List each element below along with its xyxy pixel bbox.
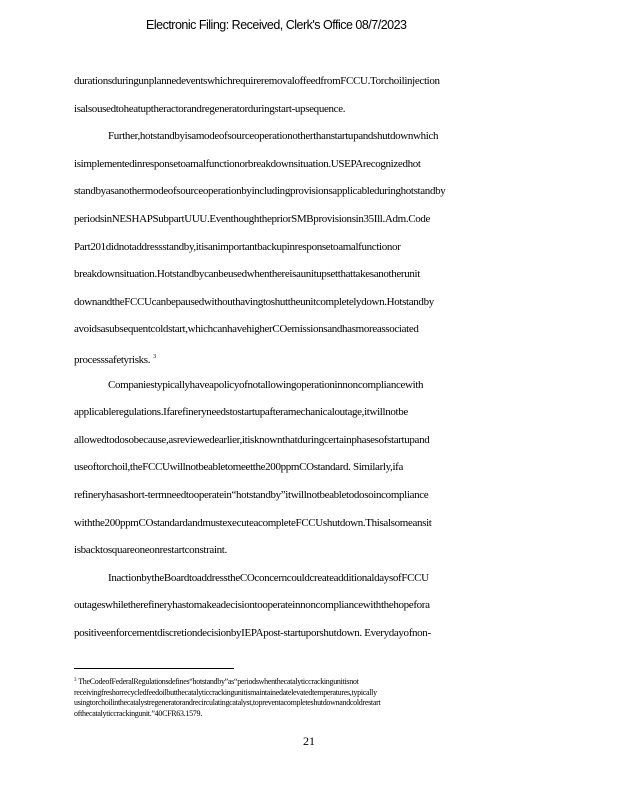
- footnote-rule: [74, 668, 234, 669]
- footnote-line-text: ofthecatalyticcrackingunit.”40CFR63.1579.: [74, 708, 202, 718]
- body-line: [74, 454, 544, 482]
- body-line: [74, 344, 544, 372]
- body-line-text: Further,hotstandbyisamodeofsourceoperationotherthanstartupandshutdownwhich: [108, 130, 439, 143]
- body-line-text: processsafetyrisks.: [74, 353, 151, 366]
- body-line-text: applicableregulations.Ifarefineryneedstostartupafteramechanicaloutage,itwillnotbe: [74, 406, 408, 419]
- body-line: [74, 482, 544, 510]
- body-line-text: isbacktosquareoneonrestartconstraint.: [74, 544, 227, 557]
- body-line-text: standbyasanothermodeofsourceoperationbyincludingprovisionsapplicableduringhotstandby: [74, 185, 446, 198]
- body-line: [74, 151, 544, 179]
- body-line: [74, 372, 544, 400]
- footnote-line: [74, 688, 544, 699]
- body-line-text: avoidsasubsequentcoldstart,whichcanhavehigherCOemissionsandhasmoreassociated: [74, 323, 419, 336]
- body-line-text: outageswhiletherefineryhastomakeadecisiontooperateinnoncompliancewiththehopefora: [74, 599, 430, 612]
- body-line-text: isalsousedtoheatuptheractorandregeneratorduringstart-upsequence.: [74, 102, 346, 115]
- body-line: [74, 537, 544, 565]
- footnote-line-text: usingtorchoilinthecatalystregeneratorandrecirculatingcatalyst,topreventacompleteshutdownandcoldrestart: [74, 698, 381, 708]
- body-line: [74, 510, 544, 538]
- page-number: 21: [303, 734, 315, 748]
- footnote-marker: 3: [74, 678, 77, 683]
- body-line-text: isimplementedinresponsetoamalfunctionorbreakdownsituation.USEPArecognizedhot: [74, 157, 421, 170]
- body-line-text: Part201didnotaddressstandby,itisanimportantbackupinresponsetoamalfunctionor: [74, 240, 401, 253]
- footnote-line: [74, 698, 544, 709]
- body-line-text: periodsinNESHAPSubpartUUU.EventhoughthepriorSMBprovisionsin35Ill.Adm.Code: [74, 212, 431, 225]
- body-line: [74, 565, 544, 593]
- body-line: [74, 234, 544, 262]
- body-line: [74, 123, 544, 151]
- body-line-text: Companiestypicallyhaveapolicyofnotallowingoperationinnoncompliancewith: [108, 378, 424, 391]
- body-line: [74, 206, 544, 234]
- footnote-line: [74, 676, 544, 688]
- body-line: [74, 96, 544, 124]
- body-line: [74, 178, 544, 206]
- body-line-text: withthe200ppmCOstandardandmustexecuteacompleteFCCUshutdown.Thisalsomeansit: [74, 516, 432, 529]
- footnote-line-text: receivingfreshorrecycledfeedoilbutthecatalyticcrackingunitismaintainedatelevatedtemperatures,typically: [74, 687, 377, 697]
- efiling-header: Electronic Filing: Received, Clerk's Office 08/7/2023: [146, 18, 407, 32]
- footnote: [74, 676, 544, 719]
- body-line: [74, 620, 544, 648]
- body-line: [74, 592, 544, 620]
- body-line-text: breakdownsituation.Hotstandbycanbeusedwhenthereisaunitupsetthattakesanotherunit: [74, 268, 420, 281]
- body-line: [74, 427, 544, 455]
- footnote-reference: 3: [153, 353, 156, 360]
- footnote-line: [74, 709, 544, 720]
- body-line-text: allowedtodosobecause,asreviewedearlier,itisknownthatduringcertainphasesofstartupand: [74, 433, 430, 446]
- body-line: [74, 68, 544, 96]
- body-line-text: positiveenforcementdiscretiondecisionbyIEPApost-startuporshutdown. Everydayofnon-: [74, 626, 431, 639]
- body-line-text: durationsduringunplannedeventswhichrequireremovaloffeedfromFCCU.Torchoilinjection: [74, 75, 440, 87]
- body-line: [74, 261, 544, 289]
- body-line: [74, 316, 544, 344]
- body-line-text: InactionbytheBoardtoaddresstheCOconcerncouldcreateadditionaldaysofFCCU: [108, 571, 429, 584]
- footnote-line-text: TheCodeofFederalRegulationsdefines“hotstandby”as“periodswhenthecatalyticcrackingunitisnot: [78, 677, 359, 686]
- body-text: [74, 68, 544, 647]
- body-line: [74, 289, 544, 317]
- body-line-text: downandtheFCCUcanbepausedwithouthavingtoshuttheunitcompletelydown.Hotstandby: [74, 295, 434, 308]
- body-line: [74, 399, 544, 427]
- body-line-text: useoftorchoil,theFCCUwillnotbeabletomeetthe200ppmCOstandard. Similarly,ifa: [74, 461, 403, 474]
- body-line-text: refineryhasashort-termneedtooperatein“hotstandby”itwillnotbeabletodosoincompliance: [74, 488, 429, 501]
